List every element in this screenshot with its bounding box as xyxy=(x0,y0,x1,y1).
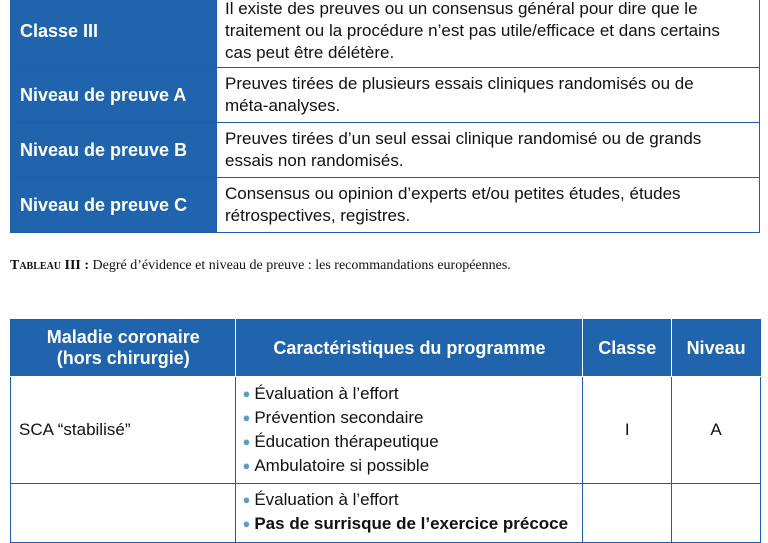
bullet-dot-icon: ● xyxy=(242,386,251,401)
row-description: Preuves tirées de plusieurs essais cliniques randomisés ou de méta-analyses. xyxy=(217,68,760,123)
list-item: ● Évaluation à l’effort xyxy=(242,490,399,509)
caption-label: Tableau III : xyxy=(10,258,90,273)
list-item: ● Prévention secondaire xyxy=(242,408,424,427)
evidence-level-table xyxy=(10,0,760,233)
program-recommendations-table xyxy=(10,319,761,543)
caption-text: Degré d’évidence et niveau de preuve : les recommandations européennes. xyxy=(89,258,511,273)
row-label: Classe III xyxy=(11,0,217,68)
list-item: ● Éducation thérapeutique xyxy=(242,432,439,451)
table-row xyxy=(11,123,760,178)
bullet-dot-icon: ● xyxy=(242,458,251,473)
bullet-dot-icon: ● xyxy=(242,516,251,531)
list-item: ● Ambulatoire si possible xyxy=(242,456,430,475)
header-disease: Maladie coronaire (hors chirurgie) xyxy=(11,320,236,377)
features-cell xyxy=(236,484,583,543)
table-row xyxy=(11,377,761,484)
row-label: Niveau de preuve B xyxy=(11,123,217,178)
header-classe: Classe xyxy=(583,320,672,377)
classe-cell xyxy=(583,484,672,543)
table-row xyxy=(11,484,761,543)
disease-cell xyxy=(11,484,236,543)
niveau-cell xyxy=(672,484,761,543)
table-row xyxy=(11,178,760,233)
disease-cell: SCA “stabilisé” xyxy=(11,377,236,484)
list-item: ● Pas de surrisque de l’exercice précoce xyxy=(242,514,569,533)
table-row xyxy=(11,68,760,123)
bullet-dot-icon: ● xyxy=(242,492,251,507)
list-item: ● Évaluation à l’effort xyxy=(242,384,399,403)
row-description: Il existe des preuves ou un consensus général pour dire que le traitement ou la procédure n’est pas utile/efficace et dans certains cas peut être délétère. xyxy=(217,0,760,68)
header-features: Caractéristiques du programme xyxy=(236,320,583,377)
row-description: Consensus ou opinion d’experts et/ou petites études, études rétrospectives, registres. xyxy=(217,178,760,233)
niveau-cell: A xyxy=(672,377,761,484)
table-caption xyxy=(10,258,511,274)
classe-cell: I xyxy=(583,377,672,484)
features-cell xyxy=(236,377,583,484)
table-row xyxy=(11,0,760,68)
header-niveau: Niveau xyxy=(672,320,761,377)
row-label: Niveau de preuve A xyxy=(11,68,217,123)
bullet-dot-icon: ● xyxy=(242,410,251,425)
row-label: Niveau de preuve C xyxy=(11,178,217,233)
bullet-dot-icon: ● xyxy=(242,434,251,449)
header-row xyxy=(11,320,761,377)
row-description: Preuves tirées d’un seul essai clinique randomisé ou de grands essais non randomisés. xyxy=(217,123,760,178)
